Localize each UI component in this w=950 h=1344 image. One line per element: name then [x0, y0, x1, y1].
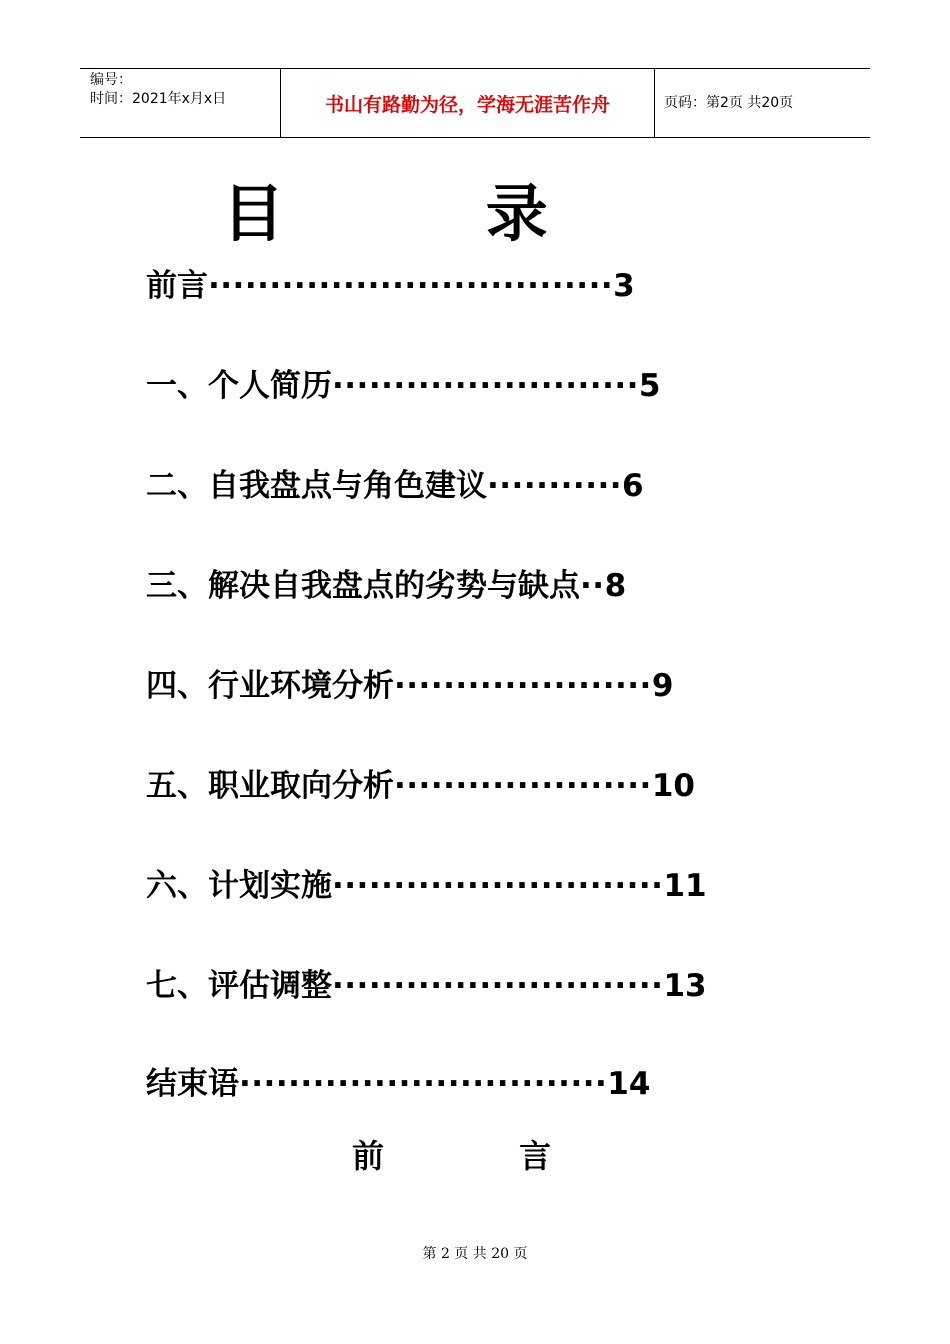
- toc-entry-label: 结束语: [146, 1066, 239, 1102]
- toc-entry-dots: ·································: [208, 268, 614, 304]
- toc-entry-page: 11: [663, 868, 707, 904]
- toc-entry[interactable]: [146, 766, 695, 806]
- toc-entry-label: 一、个人简历: [146, 368, 332, 404]
- toc-entry-dots: ·····················: [394, 768, 652, 804]
- toc-entry[interactable]: [146, 966, 707, 1006]
- toc-entry-dots: ···························: [332, 968, 664, 1004]
- toc-entry-page: 9: [651, 668, 674, 704]
- toc-entry-page: 5: [638, 368, 661, 404]
- toc-entry[interactable]: [146, 366, 661, 406]
- header-motto-cell: [280, 69, 655, 137]
- toc-entry-label: 三、解决自我盘点的劣势与缺点: [146, 568, 580, 604]
- toc-entry-label: 二、自我盘点与角色建议: [146, 468, 487, 504]
- toc-entry-dots: ·························: [332, 368, 639, 404]
- header-motto: 书山有路勤为径，学海无涯苦作舟: [324, 94, 610, 116]
- toc-entry[interactable]: [146, 1064, 650, 1104]
- toc-entry-page: 8: [604, 568, 627, 604]
- toc-title: 目 录: [222, 177, 638, 250]
- toc-entry-page: 6: [622, 468, 644, 504]
- document-number-label: 编号：: [90, 72, 132, 88]
- toc-entry[interactable]: [146, 666, 673, 706]
- page-footer: 第 2 页 共 20 页: [422, 1246, 528, 1262]
- toc-entry-label: 五、职业取向分析: [146, 768, 394, 804]
- toc-entry-dots: ··: [580, 568, 605, 604]
- toc-entry-page: 13: [663, 968, 707, 1004]
- toc-entry-page: 3: [613, 268, 635, 304]
- toc-entry-label: 前言: [146, 268, 208, 304]
- toc-entry-label: 六、计划实施: [146, 868, 332, 904]
- page-header: [80, 68, 870, 138]
- toc-entry-page: 14: [607, 1066, 651, 1102]
- toc-entry-dots: ······························: [239, 1066, 608, 1102]
- toc-entry[interactable]: [146, 266, 635, 306]
- header-left-cell: [80, 69, 280, 137]
- toc-entry[interactable]: [146, 466, 644, 506]
- toc-entry-dots: ···························: [332, 868, 664, 904]
- toc-entry-dots: ·····················: [394, 668, 652, 704]
- toc-entry-dots: ···········: [487, 468, 623, 504]
- document-date-label: 时间：2021年x月x日: [90, 91, 227, 107]
- header-right-cell: [654, 69, 870, 137]
- preface-heading: 前 言: [352, 1137, 614, 1175]
- toc-entry[interactable]: [146, 866, 707, 906]
- toc-entry-page: 10: [651, 768, 695, 804]
- toc-entry-label: 七、评估调整: [146, 968, 332, 1004]
- toc-entry-label: 四、行业环境分析: [146, 668, 394, 704]
- toc-entry[interactable]: [146, 566, 626, 606]
- header-page-info: 页码：第2页 共20页: [664, 95, 794, 111]
